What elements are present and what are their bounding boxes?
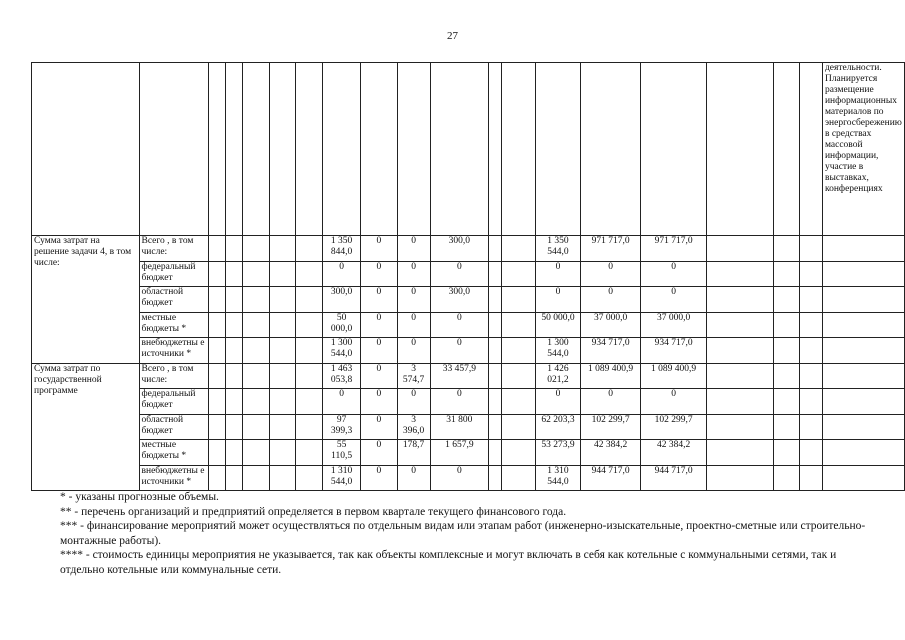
empty-cell [209, 261, 226, 287]
value-cell: 1 310 544,0 [323, 465, 361, 491]
empty-cell [800, 440, 823, 466]
empty-cell [707, 465, 773, 491]
empty-cell [269, 338, 296, 364]
value-cell: 3 396,0 [397, 414, 430, 440]
empty-cell [489, 312, 502, 338]
value-cell: 0 [361, 465, 398, 491]
value-cell: 31 800 [430, 414, 489, 440]
table-row [32, 63, 905, 236]
empty-cell [209, 363, 226, 389]
empty-cell [296, 338, 323, 364]
group-title-cell: Сумма затрат на решение задачи 4, в том числе: [32, 236, 140, 364]
empty-cell [501, 440, 535, 466]
value-cell: 0 [397, 312, 430, 338]
empty-cell [489, 363, 502, 389]
table-row [32, 312, 905, 338]
value-cell: 0 [430, 389, 489, 415]
empty-cell [822, 236, 904, 262]
value-cell: 0 [535, 261, 581, 287]
value-cell: 0 [323, 389, 361, 415]
source-label-cell: местные бюджеты * [139, 440, 209, 466]
empty-cell [296, 440, 323, 466]
value-cell: 0 [581, 287, 641, 313]
empty-cell [243, 312, 270, 338]
value-cell: 1 463 053,8 [323, 363, 361, 389]
value-cell: 944 717,0 [581, 465, 641, 491]
value-cell: 178,7 [397, 440, 430, 466]
value-cell: 0 [361, 363, 398, 389]
value-cell: 1 089 400,9 [581, 363, 641, 389]
value-cell: 0 [430, 312, 489, 338]
empty-cell [501, 414, 535, 440]
value-cell: 1 350 544,0 [535, 236, 581, 262]
value-cell: 0 [361, 261, 398, 287]
value-cell: 1 350 844,0 [323, 236, 361, 262]
table-row [32, 440, 905, 466]
value-cell: 0 [640, 287, 706, 313]
empty-cell [209, 338, 226, 364]
table-row [32, 236, 905, 262]
table-row [32, 389, 905, 415]
value-cell: 0 [535, 287, 581, 313]
source-label-cell: областной бюджет [139, 287, 209, 313]
empty-cell [269, 287, 296, 313]
value-cell: 3 574,7 [397, 363, 430, 389]
source-label-cell: федеральный бюджет [139, 261, 209, 287]
empty-cell [822, 414, 904, 440]
empty-cell [822, 440, 904, 466]
value-cell: 42 384,2 [640, 440, 706, 466]
value-cell: 0 [397, 389, 430, 415]
value-cell: 0 [397, 236, 430, 262]
empty-cell [773, 414, 800, 440]
footnote: ** - перечень организаций и предприятий определяется в первом квартале текущего финансового года. [60, 505, 567, 518]
empty-cell [296, 287, 323, 313]
source-label-cell: федеральный бюджет [139, 389, 209, 415]
empty-cell [209, 287, 226, 313]
table-row [32, 363, 905, 389]
empty-cell [226, 287, 243, 313]
value-cell: 0 [361, 440, 398, 466]
footnotes [60, 490, 880, 577]
empty-cell [296, 465, 323, 491]
value-cell: 0 [581, 261, 641, 287]
value-cell: 0 [361, 236, 398, 262]
value-cell: 934 717,0 [640, 338, 706, 364]
value-cell: 1 310 544,0 [535, 465, 581, 491]
empty-cell [296, 236, 323, 262]
empty-cell [501, 236, 535, 262]
empty-cell [489, 414, 502, 440]
empty-cell [209, 440, 226, 466]
empty-cell [243, 287, 270, 313]
empty-cell [209, 465, 226, 491]
empty-cell [226, 389, 243, 415]
empty-cell [226, 312, 243, 338]
empty-cell [707, 287, 773, 313]
empty-cell [501, 312, 535, 338]
empty-cell [822, 389, 904, 415]
value-cell: 0 [323, 261, 361, 287]
value-cell: 53 273,9 [535, 440, 581, 466]
value-cell: 971 717,0 [640, 236, 706, 262]
empty-cell [269, 236, 296, 262]
value-cell: 102 299,7 [640, 414, 706, 440]
value-cell: 0 [397, 287, 430, 313]
empty-cell [800, 389, 823, 415]
source-label-cell: Всего , в том числе: [139, 363, 209, 389]
empty-cell [209, 414, 226, 440]
value-cell: 42 384,2 [581, 440, 641, 466]
value-cell: 0 [361, 287, 398, 313]
page-number: 27 [447, 30, 458, 42]
empty-cell [209, 312, 226, 338]
empty-cell [209, 236, 226, 262]
value-cell: 300,0 [430, 287, 489, 313]
empty-cell [489, 236, 502, 262]
value-cell: 934 717,0 [581, 338, 641, 364]
empty-cell [243, 414, 270, 440]
value-cell: 971 717,0 [581, 236, 641, 262]
value-cell: 0 [430, 261, 489, 287]
empty-cell [226, 414, 243, 440]
empty-cell [800, 363, 823, 389]
value-cell: 50 000,0 [323, 312, 361, 338]
empty-cell [489, 261, 502, 287]
empty-cell [243, 465, 270, 491]
empty-cell [800, 236, 823, 262]
value-cell: 50 000,0 [535, 312, 581, 338]
table-row [32, 414, 905, 440]
empty-cell [822, 261, 904, 287]
value-cell: 102 299,7 [581, 414, 641, 440]
value-cell: 300,0 [430, 236, 489, 262]
empty-cell [773, 287, 800, 313]
empty-cell [822, 363, 904, 389]
value-cell: 0 [361, 414, 398, 440]
table-row [32, 338, 905, 364]
value-cell: 0 [397, 465, 430, 491]
empty-cell [822, 287, 904, 313]
value-cell: 0 [430, 338, 489, 364]
empty-cell [489, 287, 502, 313]
footnote: *** - финансирование мероприятий может осуществляться по отдельным видам или этапам работ (инженерно-изыскательные, проектно-сметные или строительно-монтажные работы). [60, 520, 866, 547]
value-cell: 97 399,3 [323, 414, 361, 440]
value-cell: 0 [640, 261, 706, 287]
empty-cell [773, 440, 800, 466]
empty-cell [501, 465, 535, 491]
value-cell: 0 [361, 338, 398, 364]
empty-cell [707, 338, 773, 364]
empty-cell [226, 363, 243, 389]
empty-cell [707, 389, 773, 415]
empty-cell [773, 363, 800, 389]
empty-cell [822, 338, 904, 364]
empty-cell [800, 312, 823, 338]
empty-cell [296, 363, 323, 389]
empty-cell [773, 338, 800, 364]
value-cell: 1 657,9 [430, 440, 489, 466]
empty-cell [209, 389, 226, 415]
value-cell: 37 000,0 [640, 312, 706, 338]
empty-cell [707, 414, 773, 440]
footnote: * - указаны прогнозные объемы. [60, 491, 219, 503]
empty-cell [243, 338, 270, 364]
value-cell: 1 426 021,2 [535, 363, 581, 389]
empty-cell [243, 363, 270, 389]
empty-cell [800, 465, 823, 491]
empty-cell [800, 261, 823, 287]
empty-cell [773, 465, 800, 491]
empty-cell [501, 363, 535, 389]
empty-cell [800, 287, 823, 313]
source-label-cell: внебюджетны е источники * [139, 465, 209, 491]
source-label-cell: местные бюджеты * [139, 312, 209, 338]
value-cell: 33 457,9 [430, 363, 489, 389]
empty-cell [269, 261, 296, 287]
empty-cell [269, 440, 296, 466]
activity-description-cell: деятельности. Планируется размещение информационных материалов по энергосбережению в средствах массовой информации, участие в выставках, конференциях [822, 63, 904, 236]
empty-cell [296, 389, 323, 415]
budget-table [31, 62, 905, 491]
empty-cell [269, 465, 296, 491]
value-cell: 1 300 544,0 [535, 338, 581, 364]
empty-cell [243, 389, 270, 415]
empty-cell [707, 261, 773, 287]
source-label-cell: внебюджетны е источники * [139, 338, 209, 364]
empty-cell [501, 287, 535, 313]
empty-cell [501, 389, 535, 415]
empty-cell [243, 236, 270, 262]
value-cell: 0 [535, 389, 581, 415]
empty-cell [226, 236, 243, 262]
empty-cell [773, 312, 800, 338]
empty-cell [501, 261, 535, 287]
group-title-cell: Сумма затрат по государственной программе [32, 363, 140, 491]
value-cell: 0 [581, 389, 641, 415]
empty-cell [773, 236, 800, 262]
value-cell: 0 [397, 338, 430, 364]
empty-cell [501, 338, 535, 364]
value-cell: 0 [361, 389, 398, 415]
empty-cell [226, 465, 243, 491]
empty-cell [296, 414, 323, 440]
table-row [32, 465, 905, 491]
empty-cell [707, 236, 773, 262]
table-row [32, 287, 905, 313]
footnote: **** - стоимость единицы мероприятия не указывается, так как объекты комплексные и могут включать в себя как котельные с коммунальными сетями, так и отдельно котельные или коммунальные сети. [60, 549, 837, 576]
empty-cell [822, 465, 904, 491]
empty-cell [800, 338, 823, 364]
empty-cell [489, 440, 502, 466]
value-cell: 0 [430, 465, 489, 491]
value-cell: 0 [361, 312, 398, 338]
empty-cell [489, 338, 502, 364]
empty-cell [296, 261, 323, 287]
empty-cell [822, 312, 904, 338]
value-cell: 1 089 400,9 [640, 363, 706, 389]
value-cell: 944 717,0 [640, 465, 706, 491]
empty-cell [269, 389, 296, 415]
empty-cell [296, 312, 323, 338]
empty-cell [773, 389, 800, 415]
source-label-cell: Всего , в том числе: [139, 236, 209, 262]
value-cell: 1 300 544,0 [323, 338, 361, 364]
value-cell: 0 [397, 261, 430, 287]
value-cell: 0 [640, 389, 706, 415]
value-cell: 300,0 [323, 287, 361, 313]
source-label-cell: областной бюджет [139, 414, 209, 440]
empty-cell [243, 440, 270, 466]
empty-cell [226, 338, 243, 364]
empty-cell [800, 414, 823, 440]
table-row [32, 261, 905, 287]
value-cell: 62 203,3 [535, 414, 581, 440]
empty-cell [226, 440, 243, 466]
empty-cell [773, 261, 800, 287]
empty-cell [489, 389, 502, 415]
empty-cell [707, 363, 773, 389]
empty-cell [269, 312, 296, 338]
empty-cell [269, 363, 296, 389]
empty-cell [243, 261, 270, 287]
empty-cell [269, 414, 296, 440]
empty-cell [707, 440, 773, 466]
value-cell: 55 110,5 [323, 440, 361, 466]
empty-cell [707, 312, 773, 338]
empty-cell [489, 465, 502, 491]
value-cell: 37 000,0 [581, 312, 641, 338]
empty-cell [226, 261, 243, 287]
